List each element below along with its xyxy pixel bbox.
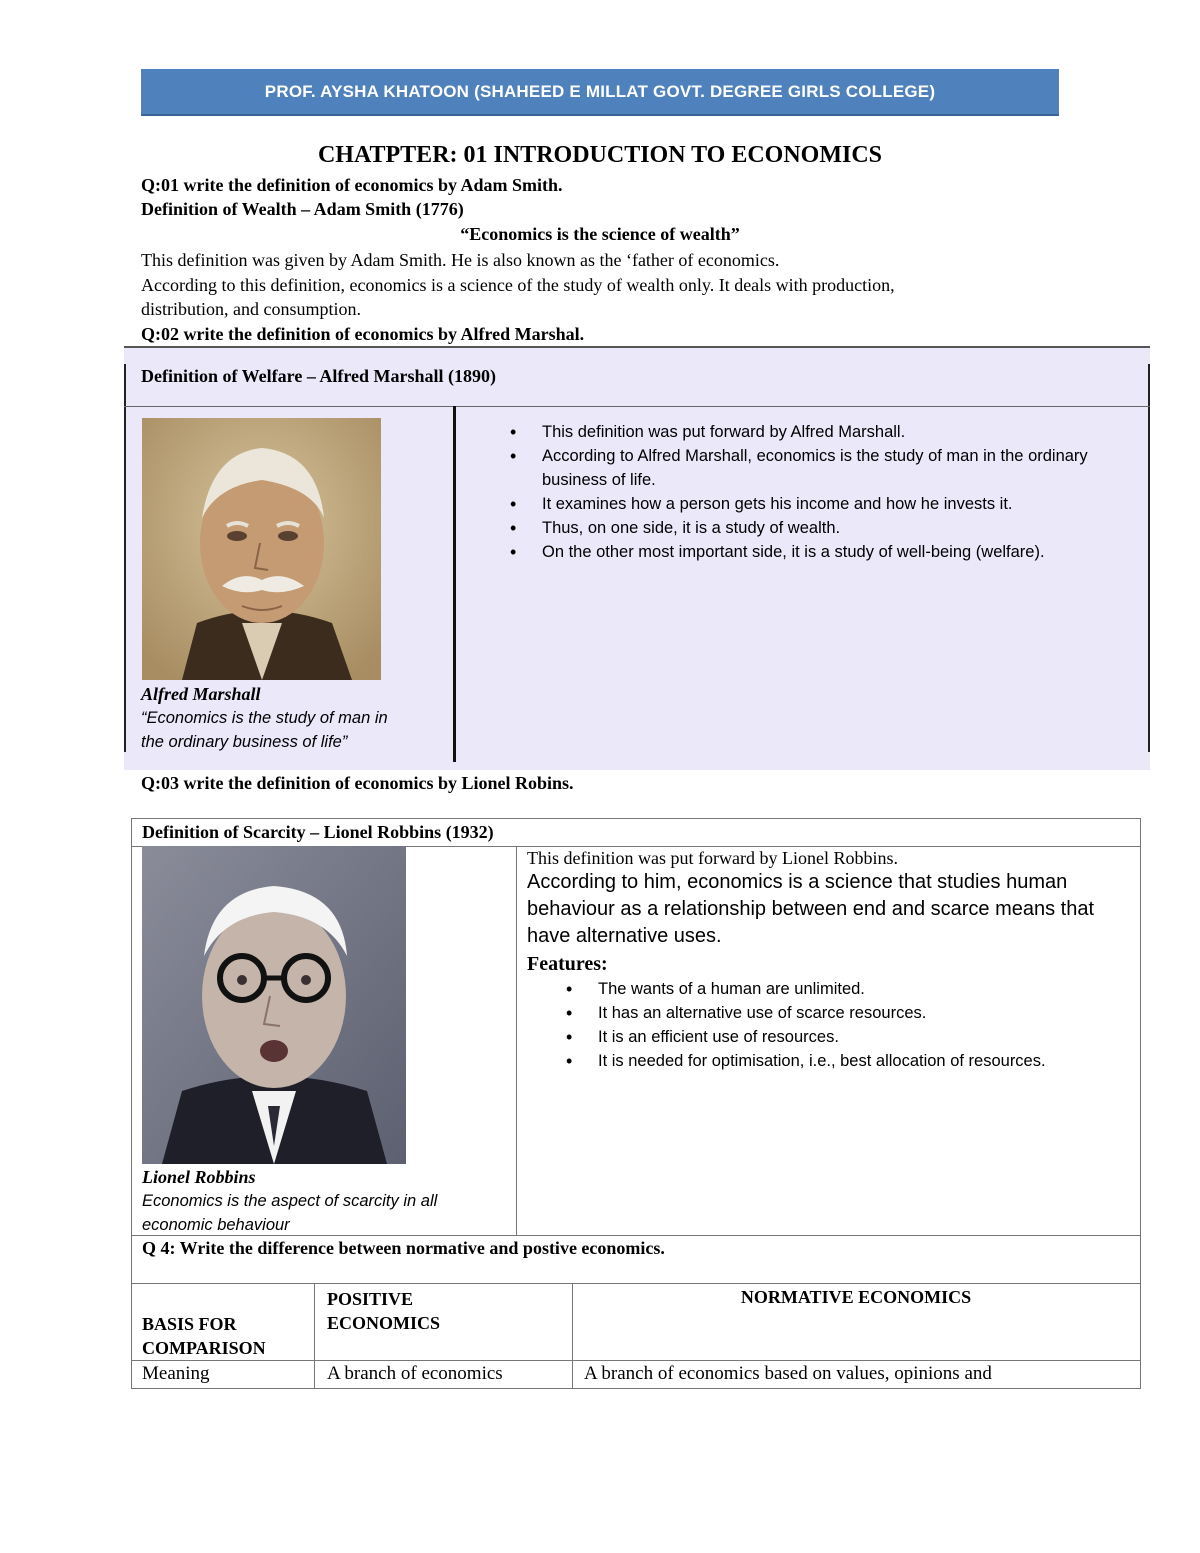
- page-header-banner: [141, 69, 1059, 116]
- table-column-divider: [516, 846, 517, 1235]
- robbins-intro: This definition was put forward by Lionel Robbins.: [527, 848, 898, 868]
- header-positive-line-1: POSITIVE: [327, 1289, 414, 1309]
- q2-question: Q:02 write the definition of economics by Alfred Marshal.: [141, 324, 585, 344]
- q1-line-2: According to this definition, economics is a science of the study of wealth only. It deals with production,: [141, 275, 895, 295]
- marshall-caption-name: Alfred Marshall: [141, 684, 261, 704]
- robbins-caption-name: Lionel Robbins: [142, 1167, 256, 1187]
- lionel-robbins-portrait: [142, 846, 406, 1164]
- header-basis: [142, 1312, 266, 1360]
- marshall-bullet-list: [506, 420, 1136, 564]
- q1-question: Q:01 write the definition of economics by Adam Smith.: [141, 175, 563, 195]
- robbins-caption-quote-2: economic behaviour: [142, 1216, 290, 1234]
- robbins-definition-table: [131, 818, 1141, 1236]
- list-item: • The wants of a human are unlimited.: [562, 977, 1132, 1001]
- q1-quote: “Economics is the science of wealth”: [460, 224, 740, 244]
- robbins-features-list: [562, 977, 1132, 1073]
- robbins-definition-line-3: have alternative uses.: [527, 925, 722, 947]
- q3-question: Q:03 write the definition of economics by Lionel Robins.: [141, 773, 574, 793]
- list-item: • On the other most important side, it is a study of well-being (welfare).: [506, 540, 1136, 564]
- list-item: • According to Alfred Marshall, economics is the study of man in the ordinary business of life.: [506, 444, 1136, 492]
- robbins-box-title: Definition of Scarcity – Lionel Robbins (1932): [142, 822, 494, 842]
- robbins-definition-line-2: behaviour as a relationship between end and scarce means that: [527, 898, 1095, 920]
- header-basis-line-2: COMPARISON: [142, 1338, 266, 1358]
- list-item: • It is an efficient use of resources.: [562, 1025, 1132, 1049]
- q1-subheading: Definition of Wealth – Adam Smith (1776): [141, 199, 464, 219]
- q1-line-3: distribution, and consumption.: [141, 299, 361, 319]
- robbins-definition-line-1: According to him, economics is a science that studies human: [527, 871, 1068, 893]
- q1-line-1: This definition was given by Adam Smith. He is also known as the ‘father of economics.: [141, 250, 780, 270]
- list-item: • It examines how a person gets his income and how he invests it.: [506, 492, 1136, 516]
- robbins-features-heading: Features:: [527, 953, 608, 975]
- header-text: PROF. AYSHA KHATOON (SHAHEED E MILLAT GOVT. DEGREE GIRLS COLLEGE): [264, 81, 936, 101]
- list-item: • This definition was put forward by Alfred Marshall.: [506, 420, 1136, 444]
- row-meaning-normative: A branch of economics based on values, opinions and: [584, 1363, 992, 1384]
- table-column-divider: [314, 1283, 315, 1388]
- box-left-border: [124, 364, 126, 752]
- header-basis-line-1: BASIS FOR: [142, 1314, 237, 1334]
- header-positive-line-2: ECONOMICS: [327, 1313, 441, 1333]
- alfred-marshall-portrait: [142, 418, 381, 680]
- comparison-table: [131, 1234, 1141, 1389]
- table-divider: [132, 1283, 1140, 1284]
- row-meaning-basis: Meaning: [142, 1363, 210, 1384]
- q4-question: Q 4: Write the difference between normative and postive economics.: [142, 1238, 665, 1258]
- box-column-divider: [453, 406, 456, 762]
- marshall-box-title: Definition of Welfare – Alfred Marshall (1890): [141, 366, 496, 386]
- list-item: • Thus, on one side, it is a study of wealth.: [506, 516, 1136, 540]
- header-positive: [327, 1287, 440, 1335]
- box-right-border: [1148, 364, 1150, 752]
- list-item: • It has an alternative use of scarce resources.: [562, 1001, 1132, 1025]
- box-divider: [124, 406, 1150, 407]
- row-meaning-positive: A branch of economics: [327, 1363, 503, 1384]
- robbins-caption-quote-1: Economics is the aspect of scarcity in all: [142, 1192, 438, 1210]
- marshall-caption-quote-2: the ordinary business of life”: [141, 733, 348, 751]
- list-item: • It is needed for optimisation, i.e., best allocation of resources.: [562, 1049, 1132, 1073]
- marshall-caption-quote-1: “Economics is the study of man in: [141, 709, 388, 727]
- chapter-title: CHATPTER: 01 INTRODUCTION TO ECONOMICS: [317, 142, 883, 168]
- table-divider: [132, 1360, 1140, 1361]
- header-normative: NORMATIVE ECONOMICS: [740, 1287, 972, 1307]
- marshall-definition-box: [124, 346, 1150, 770]
